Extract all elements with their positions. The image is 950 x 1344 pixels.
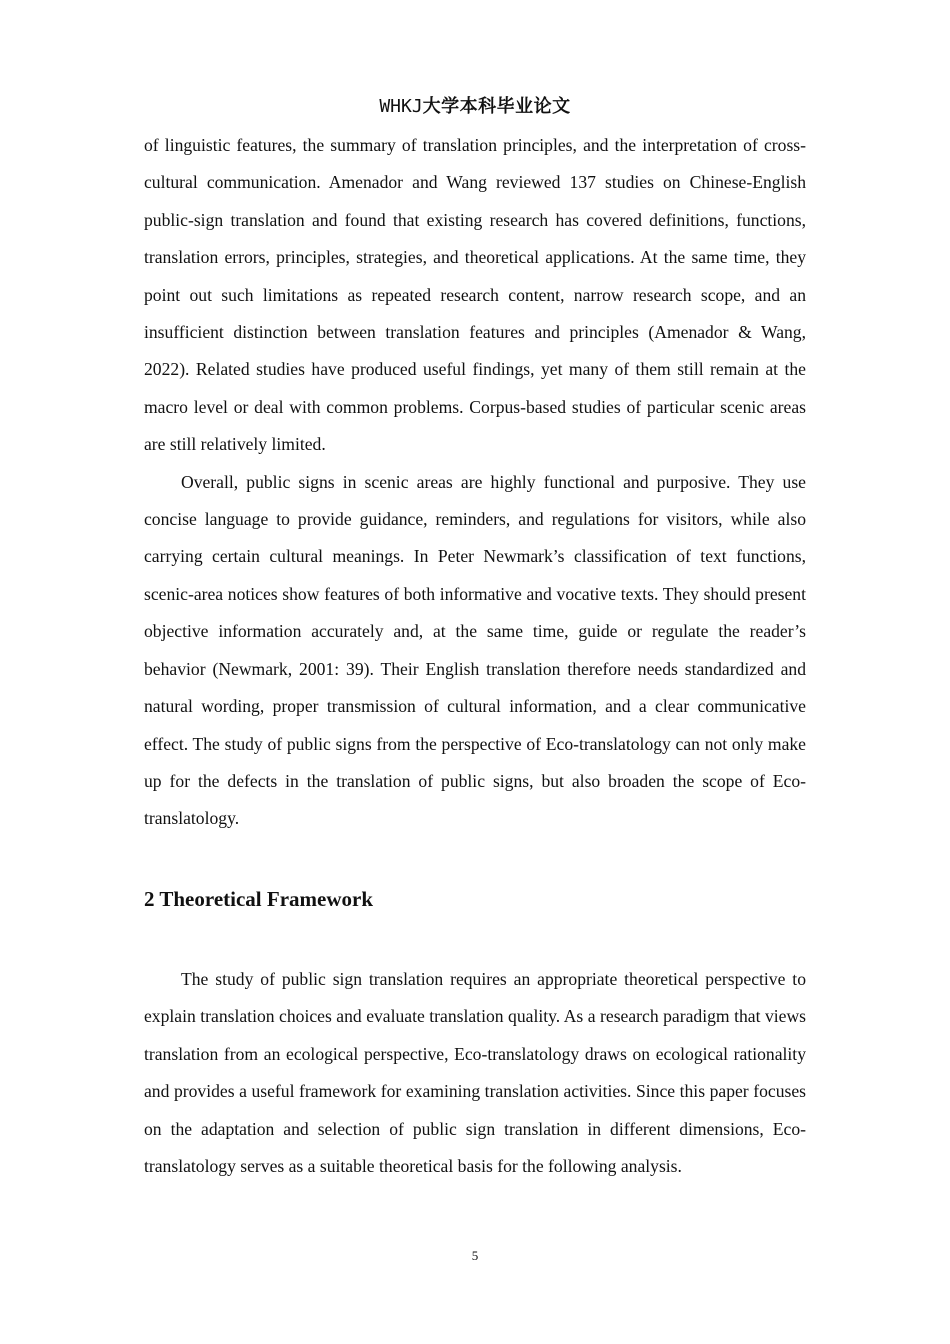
body-text-block <box>144 127 806 838</box>
paragraph: Overall, public signs in scenic areas are highly functional and purposive. They use concise language to provide guidance, reminders, and regulations for visitors, while also carrying certain cultural meanings. In Peter Newmark’s classification of text functions, scenic-area notices show features of both informative and vocative texts. They should present objective information accurately and, at the same time, guide or regulate the reader’s behavior (Newmark, 2001: 39). Their English translation therefore needs standardized and natural wording, proper transmission of cultural information, and a clear communicative effect. The study of public signs from the perspective of Eco-translatology can not only make up for the defects in the translation of public signs, but also broaden the scope of Eco-translatology. <box>144 471 806 829</box>
paragraph: The study of public sign translation requires an appropriate theoretical perspective to explain translation choices and evaluate translation quality. As a research paradigm that views translation from an ecological perspective, Eco-translatology draws on ecological rationality and provides a useful framework for examining translation activities. Since this paper focuses on the adaptation and selection of public sign translation in different dimensions, Eco-translatology serves as a suitable theoretical basis for the following analysis. <box>144 969 806 1177</box>
paragraph-continued: of linguistic features, the summary of translation principles, and the interpretation of cross-cultural communication. Amenador and Wang reviewed 137 studies on Chinese-English public-sign translation and found that existing research has covered definitions, functions, translation errors, principles, strategies, and theoretical applications. At the same time, they point out such limitations as repeated research content, narrow research scope, and an insufficient distinction between translation features and principles (Amenador & Wang, 2022). Related studies have produced useful findings, yet many of them still remain at the macro level or deal with common problems. Corpus-based studies of particular scenic areas are still relatively limited. <box>144 135 806 455</box>
header-institution-code: WHKJ <box>379 96 423 117</box>
running-header <box>0 92 950 121</box>
section-body-text <box>144 961 806 1185</box>
page-number: 5 <box>471 1248 479 1263</box>
header-thesis-title: 大学本科毕业论文 <box>422 96 571 117</box>
section-heading: 2 Theoretical Framework <box>144 887 374 911</box>
